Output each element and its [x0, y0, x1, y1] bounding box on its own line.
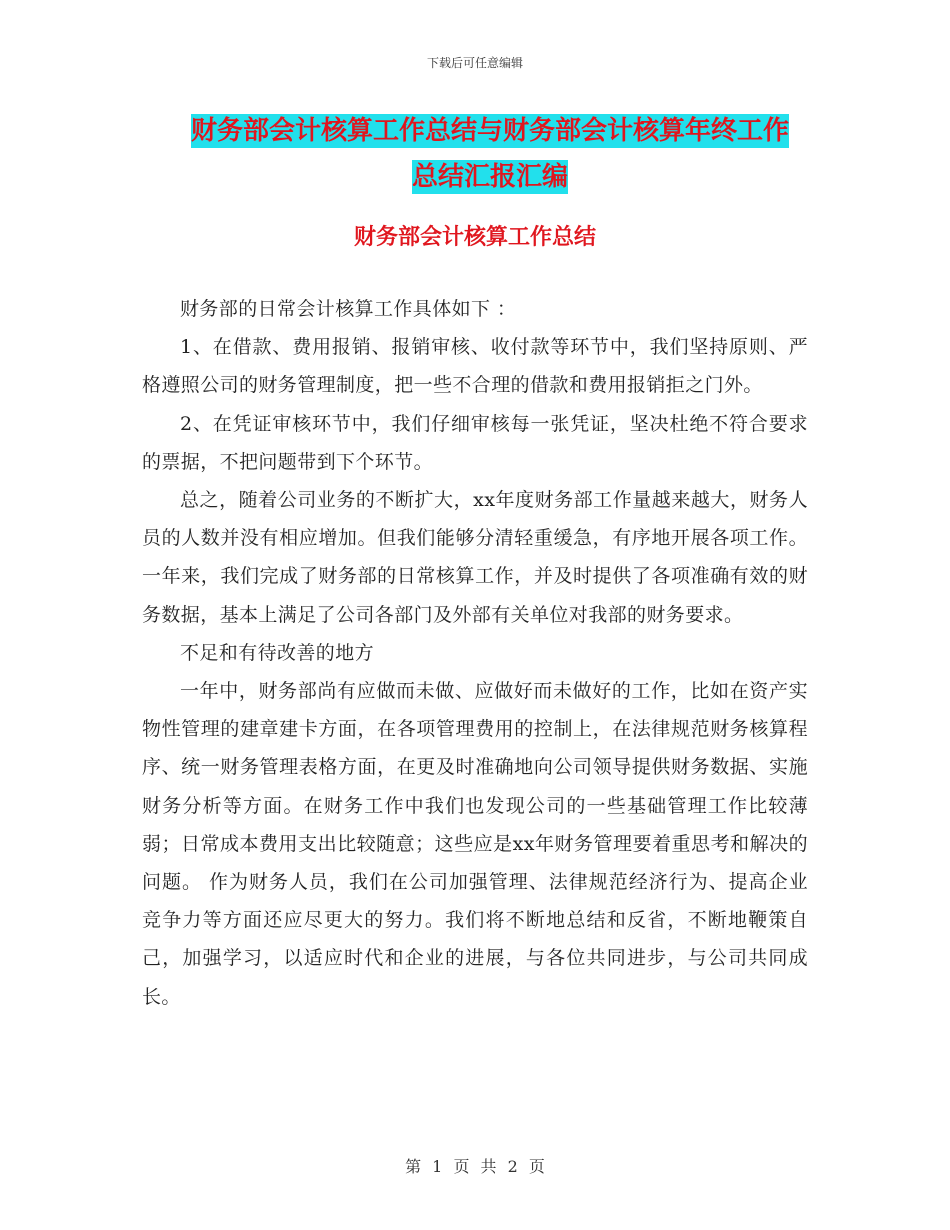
- title-line-2: 总结汇报汇编: [411, 162, 568, 192]
- paragraph-subheading: 不足和有待改善的地方: [180, 641, 375, 664]
- paragraph-shortcomings: 一年中，财务部尚有应做而未做、应做好而未做好的工作，比如在资产实物性管理的建章建卡方面，在各项管理费用的控制上，在法律规范财务核算程序、统一财务管理表格方面，在更及时准确地向公司领导提供财务数据、实施财务分析等方面。在财务工作中我们也发现公司的一些基础管理工作比较薄弱；日常成本费用支出比较随意；这些应是xx年财务管理要着重思考和解决的问题。 作为财务人员，我们在公司加强管理、法律规范经济行为、提高企业竞争力等方面还应尽更大的努力。我们将不断地总结和反省，不断地鞭策自己，加强学习，以适应时代和企业的进展，与各位共同进步，与公司共同成长。: [142, 680, 808, 1008]
- paragraph-item-1: 1、在借款、费用报销、报销审核、收付款等环节中，我们坚持原则、严格遵照公司的财务管理制度，把一些不合理的借款和费用报销拒之门外。: [142, 336, 808, 397]
- paragraph-intro: 财务部的日常会计核算工作具体如下 ：: [180, 298, 517, 320]
- page-footer: 第 1 页 共 2 页: [405, 1157, 545, 1176]
- header-note: 下载后可任意编辑: [426, 56, 523, 70]
- title-line-1: 财务部会计核算工作总结与财务部会计核算年终工作: [190, 116, 789, 146]
- body-text: [142, 290, 808, 1016]
- paragraph-item-2: 2、在凭证审核环节中，我们仔细审核每一张凭证，坚决杜绝不符合要求的票据，不把问题带到下个环节。: [142, 412, 808, 473]
- document-title: [140, 108, 840, 200]
- section-title: 财务部会计核算工作总结: [353, 225, 596, 250]
- paragraph-summary: 总之，随着公司业务的不断扩大，xx年度财务部工作量越来越大，财务人员的人数并没有相应增加。但我们能够分清轻重缓急，有序地开展各项工作。一年来，我们完成了财务部的日常核算工作，并及时提供了各项准确有效的财务数据，基本上满足了公司各部门及外部有关单位对我部的财务要求。: [142, 489, 808, 626]
